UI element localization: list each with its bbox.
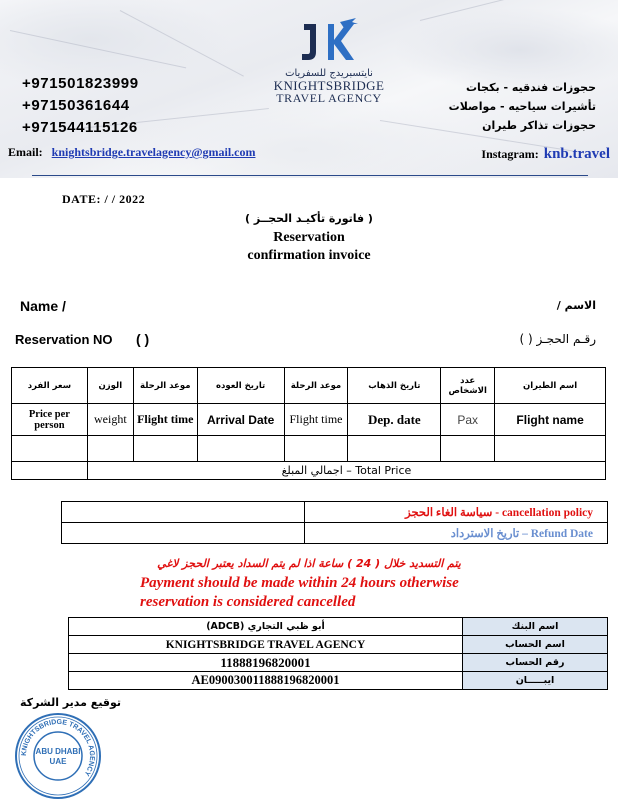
brand-line-2: TRAVEL AGENCY <box>276 91 382 105</box>
bank-row <box>69 672 608 690</box>
payment-notice-line-2: reservation is considered cancelled <box>140 594 356 610</box>
policy-table <box>61 501 608 544</box>
bank-row <box>69 654 608 672</box>
booking-table <box>11 367 606 480</box>
phone-number[interactable]: +97150361644 <box>22 97 130 114</box>
account-number-label: رقم الحساب <box>463 654 608 672</box>
manager-signature-label: توقيع مدير الشركة <box>20 696 122 709</box>
refund-date-label: تاريخ الاسترداد – Refund Date <box>305 523 608 544</box>
cancellation-policy-label: سياسة الغاء الحجز - cancellation policy <box>305 502 608 523</box>
name-label: Name / <box>20 298 66 314</box>
total-value-cell[interactable] <box>12 462 88 480</box>
header-divider <box>32 175 588 176</box>
instagram-row <box>481 146 610 163</box>
brand-arabic: نايتسبريدج للسفريات <box>285 68 373 79</box>
total-row <box>12 462 606 480</box>
column-header: تاريخ الذهاب <box>348 368 441 404</box>
services-list <box>449 78 596 135</box>
stamp-center-line-1: ABU DHABI <box>35 747 81 756</box>
marble-vein <box>10 30 186 68</box>
policy-row <box>62 523 608 544</box>
reservation-no-arabic: رقـم الحجـز ( ) <box>519 332 596 346</box>
policy-value-cell[interactable] <box>62 502 305 523</box>
table-cell[interactable] <box>12 436 88 462</box>
header-row-english <box>12 404 606 436</box>
phone-list <box>22 73 139 139</box>
table-cell[interactable] <box>197 436 284 462</box>
brand-line-1: KNIGHTSBRIDGE <box>273 78 385 93</box>
service-item: حجوزات تذاكر طيران <box>482 119 596 132</box>
column-header: Pax <box>441 404 495 436</box>
bank-name-value: أبو ظبي التجاري (ADCB) <box>69 618 463 636</box>
service-item: تأشيرات سياحيه - مواصلات <box>448 100 596 113</box>
phone-number[interactable]: +971501823999 <box>22 75 139 92</box>
bank-details-table <box>68 617 608 690</box>
company-stamp-icon <box>14 712 102 800</box>
bank-row <box>69 618 608 636</box>
title-arabic: ( فاتورة تأكيـد الحجــز ) <box>245 212 373 225</box>
reservation-no-label: Reservation NO <box>15 332 113 347</box>
instagram-label: Instagram: <box>481 147 539 161</box>
column-header: Price per person <box>12 404 88 436</box>
account-name-value: KNIGHTSBRIDGE TRAVEL AGENCY <box>69 636 463 654</box>
account-name-label: اسم الحساب <box>463 636 608 654</box>
service-item: حجوزات فندقيه - بكجات <box>465 81 596 94</box>
stamp-ring-text: KNIGHTSBRIDGE TRAVEL AGENCY <box>20 718 96 777</box>
column-header: Flight time <box>284 404 348 436</box>
column-header: اسم الطيران <box>495 368 606 404</box>
table-cell[interactable] <box>495 436 606 462</box>
date-value[interactable]: / / 2022 <box>104 192 146 206</box>
policy-row <box>62 502 608 523</box>
iban-label: ايبـــــان <box>463 672 608 690</box>
column-header: weight <box>87 404 133 436</box>
phone-number[interactable]: +971544115126 <box>22 119 138 136</box>
email-link[interactable]: knightsbridge.travelagency@gmail.com <box>51 145 256 159</box>
company-logo <box>264 16 394 116</box>
column-header: موعد الرحلة <box>133 368 197 404</box>
reservation-no-field[interactable]: ( ) <box>136 331 150 347</box>
jk-monogram-icon <box>294 16 364 66</box>
column-header: Dep. date <box>348 404 441 436</box>
bank-row <box>69 636 608 654</box>
total-label: اجمالي المبلغ – Total Price <box>87 462 605 480</box>
instagram-handle[interactable]: knb.travel <box>543 146 610 162</box>
payment-notice-line-1: Payment should be made within 24 hours otherwise <box>140 575 459 591</box>
title-line-1: Reservation <box>273 230 345 245</box>
table-row <box>12 436 606 462</box>
refund-value-cell[interactable] <box>62 523 305 544</box>
iban-value: AE090030011888196820001 <box>69 672 463 690</box>
letterhead <box>0 0 618 178</box>
account-number-value: 11888196820001 <box>69 654 463 672</box>
column-header: موعد الرحلة <box>284 368 348 404</box>
table-cell[interactable] <box>284 436 348 462</box>
table-cell[interactable] <box>348 436 441 462</box>
bank-name-label: اسم البنك <box>463 618 608 636</box>
table-cell[interactable] <box>133 436 197 462</box>
email-row <box>8 145 255 160</box>
name-label-arabic: الاسم / <box>556 299 596 312</box>
date-line <box>62 192 145 207</box>
column-header: سعر الفرد <box>12 368 88 404</box>
date-label: DATE: <box>62 192 101 206</box>
email-label: Email: <box>8 145 43 159</box>
table-cell[interactable] <box>87 436 133 462</box>
marble-vein <box>420 0 585 21</box>
header-row-arabic <box>12 368 606 404</box>
column-header: Flight name <box>495 404 606 436</box>
payment-notice-arabic: يتم التسديد خلال ( 24 ) ساعة اذا لم يتم السداد يعتبر الحجز لاغي <box>157 557 461 570</box>
column-header: تاريخ العوده <box>197 368 284 404</box>
table-cell[interactable] <box>441 436 495 462</box>
column-header: عدد الاشخاص <box>441 368 495 404</box>
column-header: Arrival Date <box>197 404 284 436</box>
stamp-center-line-2: UAE <box>49 757 67 766</box>
column-header: Flight time <box>133 404 197 436</box>
title-line-2: confirmation invoice <box>247 248 371 263</box>
column-header: الوزن <box>87 368 133 404</box>
